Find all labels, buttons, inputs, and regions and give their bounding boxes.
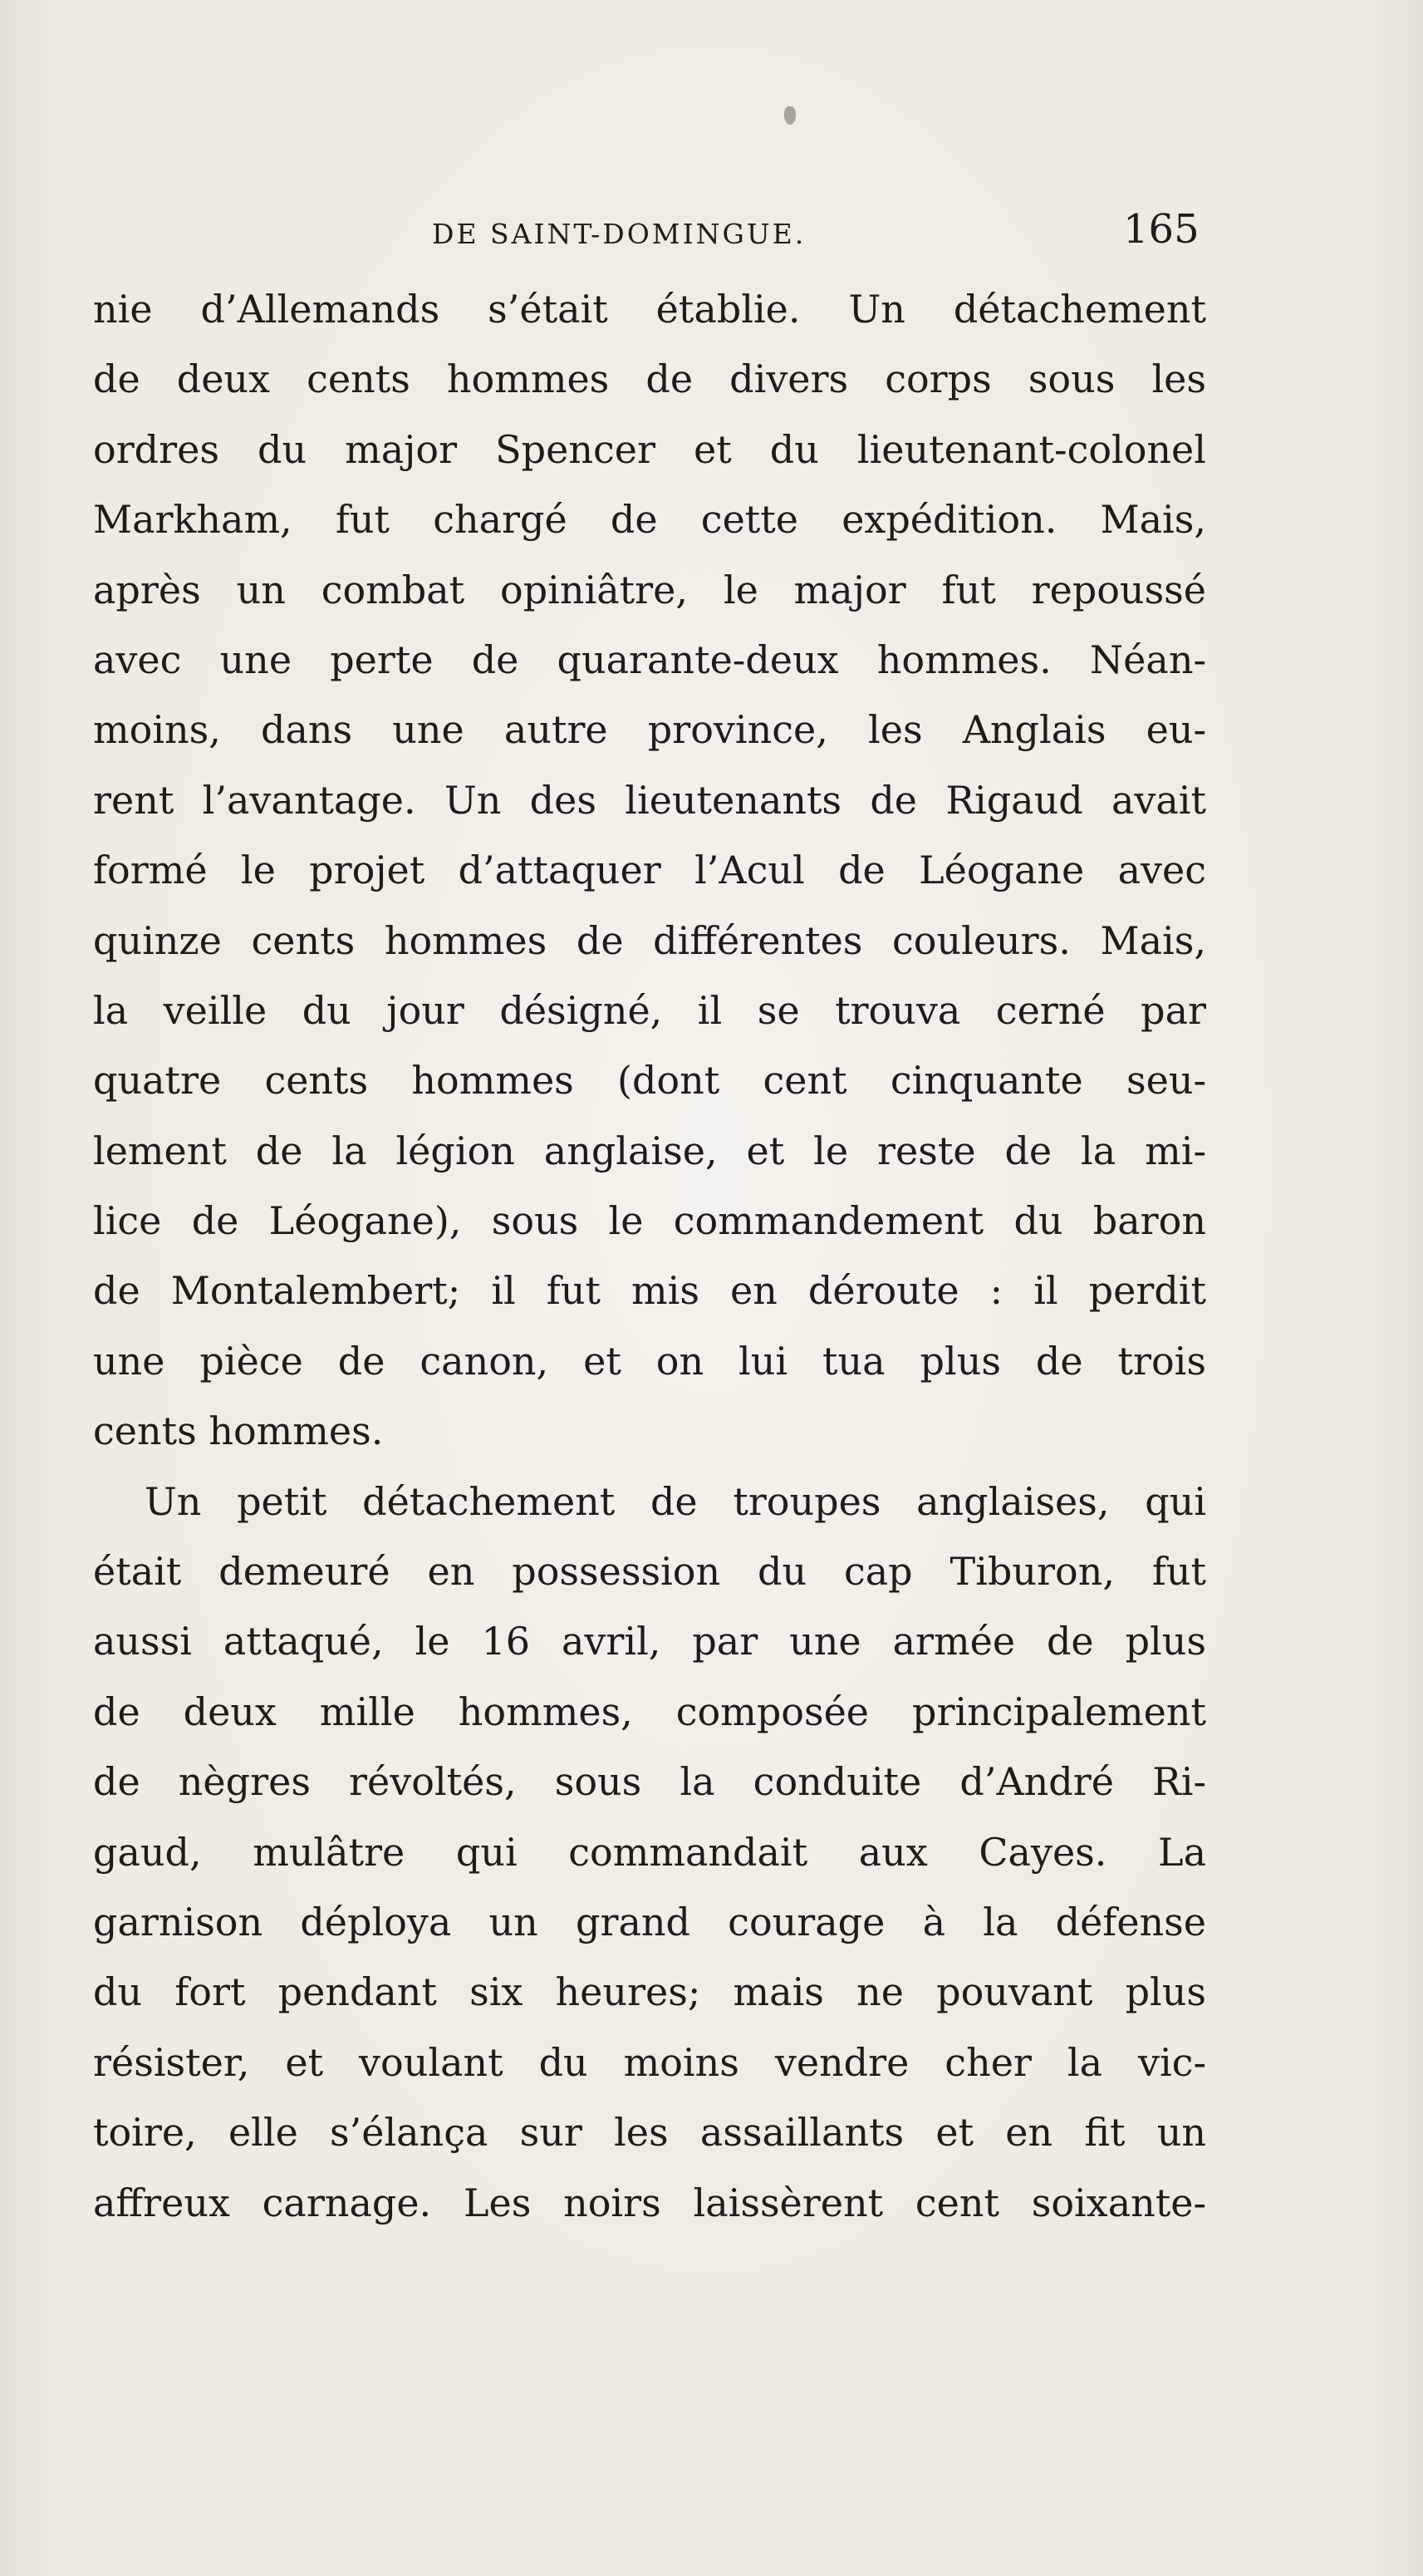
text-line: Markham, fut chargé de cette expédition. Mais, — [93, 497, 1206, 543]
text-line: gaud, mulâtre qui commandait aux Cayes. La — [93, 1829, 1206, 1875]
running-title: DE SAINT-DOMINGUE. — [432, 218, 807, 250]
text-line: lement de la légion anglaise, et le reste de la mi- — [93, 1128, 1206, 1173]
text-line: ordres du major Spencer et du lieutenant-colonel — [93, 426, 1206, 472]
text-line: affreux carnage. Les noirs laissèrent cent soixante- — [93, 2180, 1206, 2225]
text-line: moins, dans une autre province, les Anglais eu- — [93, 707, 1206, 753]
page-number: 165 — [1123, 206, 1200, 253]
text-line: du fort pendant six heures; mais ne pouvant plus — [93, 1969, 1206, 2015]
text-line: formé le projet d’attaquer l’Acul de Léogane avec — [93, 848, 1206, 893]
text-line: quinze cents hommes de différentes couleurs. Mais, — [93, 917, 1206, 963]
ink-spot — [784, 106, 796, 125]
text-line: nie d’Allemands s’était établie. Un détachement — [93, 287, 1206, 332]
text-line: était demeuré en possession du cap Tiburon, fut — [93, 1549, 1206, 1595]
text-line: toire, elle s’élança sur les assaillants et en fit un — [93, 2110, 1206, 2156]
text-line: de deux mille hommes, composée principalement — [93, 1689, 1206, 1734]
body-text — [93, 274, 1206, 2238]
text-line: de nègres révoltés, sous la conduite d’André Ri- — [93, 1759, 1206, 1805]
text-line: cents hommes. — [93, 1408, 384, 1454]
text-line: de deux cents hommes de divers corps sous les — [93, 356, 1206, 402]
text-line: résister, et voulant du moins vendre cher la vic- — [93, 2039, 1206, 2085]
text-line: après un combat opiniâtre, le major fut repoussé — [93, 567, 1206, 612]
text-line: la veille du jour désigné, il se trouva cerné par — [93, 987, 1206, 1033]
text-line: rent l’avantage. Un des lieutenants de Rigaud avait — [93, 777, 1206, 823]
text-line: Un petit détachement de troupes anglaises, qui — [145, 1478, 1206, 1524]
text-line: aussi attaqué, le 16 avril, par une armée de plus — [93, 1619, 1206, 1664]
text-line: lice de Léogane), sous le commandement du baron — [93, 1198, 1206, 1244]
text-line: garnison déploya un grand courage à la défense — [93, 1899, 1206, 1944]
text-line: quatre cents hommes (dont cent cinquante seu- — [93, 1058, 1206, 1104]
text-line: avec une perte de quarante-deux hommes. Néan- — [93, 637, 1206, 682]
text-line: une pièce de canon, et on lui tua plus de trois — [93, 1338, 1206, 1384]
text-line: de Montalembert; il fut mis en déroute : il perdit — [93, 1268, 1206, 1314]
